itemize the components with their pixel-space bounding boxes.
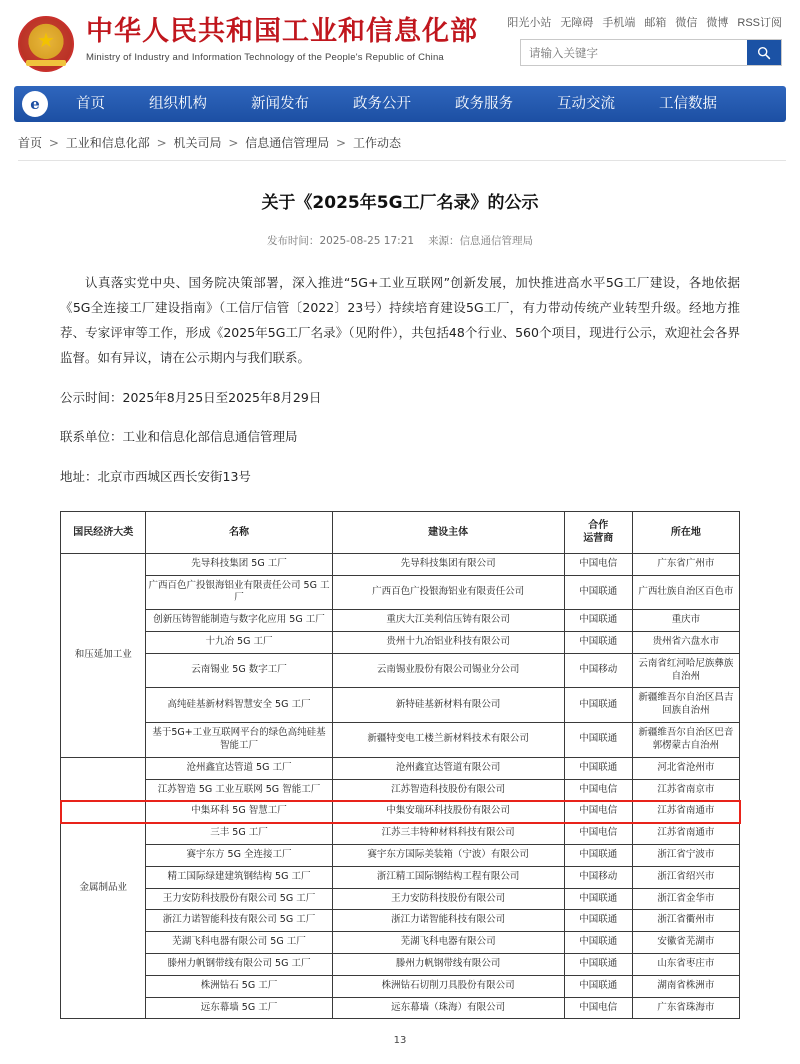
nav-item-organization[interactable]: 组织机构 bbox=[149, 96, 207, 112]
table-cell-operator: 中国联通 bbox=[564, 610, 632, 632]
site-title-en: Ministry of Industry and Information Technology of the People's Republic of China bbox=[86, 52, 444, 64]
quick-link-5[interactable]: 微博 bbox=[706, 17, 729, 29]
nav-item-home[interactable]: 首页 bbox=[76, 96, 105, 112]
document-paragraph: 认真落实党中央、国务院决策部署，深入推进“5G+工业互联网”创新发展，加快推进高水平5G工厂建设，各地依据《5G全连接工厂建设指南》（工信厅信管〔2022〕23号）持续培育建设5G工厂，有力带动传统产业转型升级。经地方推荐、专家评审等工作，形成《2025年5G工厂名录》（见附件），共包括48个行业、560个项目，现进行公示，欢迎社会各界监督。如有异议，请在公示期内与我们联系。 bbox=[60, 274, 740, 365]
table-cell-location: 贵州省六盘水市 bbox=[632, 632, 739, 654]
table-cell-name: 高纯硅基新材料智慧安全 5G 工厂 bbox=[146, 688, 332, 723]
table-row bbox=[61, 975, 740, 997]
publish-time: 2025-08-25 17:21 bbox=[319, 234, 415, 247]
table-cell-name: 株洲钻石 5G 工厂 bbox=[146, 975, 332, 997]
page-number: 13 bbox=[393, 1035, 407, 1047]
breadcrumb bbox=[18, 134, 786, 161]
table-cell-operator: 中国联通 bbox=[564, 844, 632, 866]
table-cell-entity: 浙江力诺智能科技有限公司 bbox=[332, 910, 564, 932]
document-line-period: 公示时间：2025年8月25日至2025年8月29日 bbox=[60, 389, 322, 405]
table-row bbox=[61, 723, 740, 758]
table-cell-entity: 江苏三丰特种材料科技有限公司 bbox=[332, 823, 564, 845]
national-emblem-icon: ★ bbox=[18, 16, 74, 72]
search-icon bbox=[757, 46, 771, 60]
table-cell-operator: 中国联通 bbox=[564, 632, 632, 654]
quick-links bbox=[507, 17, 782, 29]
table-cell-operator: 中国电信 bbox=[564, 997, 632, 1019]
table-row bbox=[61, 997, 740, 1019]
table-cell-location: 安徽省芜湖市 bbox=[632, 932, 739, 954]
table-cell-name: 江苏智造 5G 工业互联网 5G 智能工厂 bbox=[146, 779, 332, 801]
table-cell-location: 云南省红河哈尼族彝族自治州 bbox=[632, 653, 739, 688]
table-cell-name: 芜湖飞科电器有限公司 5G 工厂 bbox=[146, 932, 332, 954]
nav-item-affairs-open[interactable]: 政务公开 bbox=[353, 96, 411, 112]
table-cell-entity: 王力安防科技股份有限公司 bbox=[332, 888, 564, 910]
factory-table-body bbox=[61, 553, 740, 1019]
table-cell-operator: 中国联通 bbox=[564, 888, 632, 910]
factory-table-wrap bbox=[60, 511, 740, 1020]
table-cell-location: 广西壮族自治区百色市 bbox=[632, 575, 739, 610]
table-cell-entity: 广西百色广投银海铝业有限责任公司 bbox=[332, 575, 564, 610]
table-cell-entity: 重庆大江美利信压铸有限公司 bbox=[332, 610, 564, 632]
table-cell-name: 远东幕墙 5G 工厂 bbox=[146, 997, 332, 1019]
quick-link-4[interactable]: 微信 bbox=[675, 17, 698, 29]
source-value: 信息通信管理局 bbox=[459, 234, 534, 247]
breadcrumb-item-4[interactable]: 工作动态 bbox=[352, 136, 401, 150]
table-cell-name: 沧州鑫宜达管道 5G 工厂 bbox=[146, 757, 332, 779]
table-row bbox=[61, 688, 740, 723]
table-cell-name: 中集环科 5G 智慧工厂 bbox=[146, 801, 332, 823]
table-cell-entity: 赛宇东方国际美装箱（宁波）有限公司 bbox=[332, 844, 564, 866]
page-title: 关于《2025年5G工厂名录》的公示 bbox=[261, 193, 539, 213]
table-cell-operator: 中国联通 bbox=[564, 688, 632, 723]
table-cell-operator: 中国联通 bbox=[564, 757, 632, 779]
col-header-operator-line2: 运营商 bbox=[583, 533, 614, 545]
article bbox=[0, 191, 800, 1046]
table-cell-name: 先导科技集团 5G 工厂 bbox=[146, 553, 332, 575]
table-cell-entity: 沧州鑫宜达管道有限公司 bbox=[332, 757, 564, 779]
table-cell-location: 江苏省南京市 bbox=[632, 779, 739, 801]
table-row bbox=[61, 910, 740, 932]
table-cell-name: 云南锡业 5G 数字工厂 bbox=[146, 653, 332, 688]
table-cell-name: 赛宇东方 5G 全连接工厂 bbox=[146, 844, 332, 866]
table-cell-entity: 远东幕墙（珠海）有限公司 bbox=[332, 997, 564, 1019]
table-cell-name: 精工国际绿建建筑钢结构 5G 工厂 bbox=[146, 866, 332, 888]
table-cell-entity: 新特硅基新材料有限公司 bbox=[332, 688, 564, 723]
col-header-location: 所在地 bbox=[632, 511, 739, 553]
table-cell-entity: 滕州力帆钢带线有限公司 bbox=[332, 954, 564, 976]
quick-link-2[interactable]: 手机端 bbox=[602, 17, 636, 29]
quick-link-6[interactable]: RSS订阅 bbox=[737, 17, 782, 29]
table-cell-entity: 新疆特变电工楼兰新材料技术有限公司 bbox=[332, 723, 564, 758]
publish-label: 发布时间： bbox=[266, 234, 320, 247]
breadcrumb-separator: > bbox=[228, 136, 239, 150]
table-cell-operator: 中国电信 bbox=[564, 553, 632, 575]
table-cell-operator: 中国电信 bbox=[564, 801, 632, 823]
table-cell-location: 广东省珠海市 bbox=[632, 997, 739, 1019]
site-title-cn: 中华人民共和国工业和信息化部 bbox=[86, 16, 478, 47]
table-cell-operator: 中国电信 bbox=[564, 823, 632, 845]
table-cell-operator: 中国联通 bbox=[564, 723, 632, 758]
header-right bbox=[507, 14, 782, 66]
table-cell-name: 创新压铸智能制造与数字化应用 5G 工厂 bbox=[146, 610, 332, 632]
table-cell-operator: 中国联通 bbox=[564, 575, 632, 610]
table-cell-entity: 株洲钻石切削刀具股份有限公司 bbox=[332, 975, 564, 997]
table-cell-location: 浙江省衢州市 bbox=[632, 910, 739, 932]
table-cell-location: 重庆市 bbox=[632, 610, 739, 632]
nav-item-interaction[interactable]: 互动交流 bbox=[557, 96, 615, 112]
document-line-contact: 联系单位：工业和信息化部信息通信管理局 bbox=[60, 429, 298, 445]
table-cell-name: 基于5G+工业互联网平台的绿色高纯硅基智能工厂 bbox=[146, 723, 332, 758]
col-header-operator bbox=[564, 511, 632, 553]
table-row bbox=[61, 610, 740, 632]
site-title-block bbox=[86, 14, 478, 63]
table-cell-location: 江苏省南通市 bbox=[632, 801, 739, 823]
table-cell-operator: 中国联通 bbox=[564, 975, 632, 997]
table-row bbox=[61, 823, 740, 845]
factory-table bbox=[60, 511, 740, 1020]
table-row bbox=[61, 653, 740, 688]
table-cell-entity: 先导科技集团有限公司 bbox=[332, 553, 564, 575]
table-cell-operator: 中国联通 bbox=[564, 932, 632, 954]
search-bar bbox=[520, 39, 782, 66]
table-cell-operator: 中国联通 bbox=[564, 954, 632, 976]
quick-link-1[interactable]: 无障碍 bbox=[560, 17, 594, 29]
table-cell-operator: 中国电信 bbox=[564, 779, 632, 801]
search-input[interactable] bbox=[521, 40, 747, 65]
col-header-name: 名称 bbox=[146, 511, 332, 553]
breadcrumb-item-0[interactable]: 首页 bbox=[18, 136, 43, 150]
table-cell-entity: 贵州十九冶铝业科技有限公司 bbox=[332, 632, 564, 654]
table-cell-name: 王力安防科技股份有限公司 5G 工厂 bbox=[146, 888, 332, 910]
table-cell-operator: 中国移动 bbox=[564, 653, 632, 688]
table-row bbox=[61, 801, 740, 823]
col-header-operator-line1: 合作 bbox=[588, 519, 609, 531]
table-cell-name: 十九冶 5G 工厂 bbox=[146, 632, 332, 654]
document-meta bbox=[60, 233, 740, 248]
nav-logo-icon: e bbox=[22, 91, 48, 117]
table-cell-location: 河北省沧州市 bbox=[632, 757, 739, 779]
table-cell-location: 浙江省金华市 bbox=[632, 888, 739, 910]
table-row bbox=[61, 575, 740, 610]
table-cell-location: 新疆维吾尔自治区巴音郭楞蒙古自治州 bbox=[632, 723, 739, 758]
col-header-category: 国民经济大类 bbox=[61, 511, 146, 553]
table-row bbox=[61, 553, 740, 575]
table-row bbox=[61, 632, 740, 654]
table-cell-location: 浙江省绍兴市 bbox=[632, 866, 739, 888]
quick-link-0[interactable]: 阳光小站 bbox=[507, 17, 552, 29]
table-cell-operator: 中国移动 bbox=[564, 866, 632, 888]
table-cell-location: 江苏省南通市 bbox=[632, 823, 739, 845]
table-cell-location: 广东省广州市 bbox=[632, 553, 739, 575]
breadcrumb-separator: > bbox=[48, 136, 59, 150]
breadcrumb-separator: > bbox=[156, 136, 167, 150]
main-nav bbox=[14, 86, 786, 122]
table-cell-name: 滕州力帆钢带线有限公司 5G 工厂 bbox=[146, 954, 332, 976]
breadcrumb-separator: > bbox=[336, 136, 347, 150]
table-row bbox=[61, 932, 740, 954]
breadcrumb-item-2[interactable]: 机关司局 bbox=[173, 136, 222, 150]
table-row bbox=[61, 954, 740, 976]
table-row bbox=[61, 779, 740, 801]
table-cell-entity: 中集安瑞环科技股份有限公司 bbox=[332, 801, 564, 823]
nav-item-news[interactable]: 新闻发布 bbox=[251, 96, 309, 112]
table-row bbox=[61, 757, 740, 779]
breadcrumb-item-3[interactable]: 信息通信管理局 bbox=[245, 136, 330, 150]
table-cell-name: 三丰 5G 工厂 bbox=[146, 823, 332, 845]
table-cell-name: 浙江力诺智能科技有限公司 5G 工厂 bbox=[146, 910, 332, 932]
table-row bbox=[61, 888, 740, 910]
table-cell-location: 浙江省宁波市 bbox=[632, 844, 739, 866]
table-cell-name: 广西百色广投银海铝业有限责任公司 5G 工厂 bbox=[146, 575, 332, 610]
quick-link-3[interactable]: 邮箱 bbox=[644, 17, 667, 29]
nav-item-services[interactable]: 政务服务 bbox=[455, 96, 513, 112]
table-cell-category: 和压延加工业 bbox=[61, 553, 146, 757]
search-button[interactable] bbox=[747, 40, 781, 65]
table-header-row bbox=[61, 511, 740, 553]
table-cell-entity: 江苏智造科技股份有限公司 bbox=[332, 779, 564, 801]
table-row bbox=[61, 866, 740, 888]
table-cell-operator: 中国联通 bbox=[564, 910, 632, 932]
table-cell-entity: 芜湖飞科电器有限公司 bbox=[332, 932, 564, 954]
col-header-entity: 建设主体 bbox=[332, 511, 564, 553]
table-cell-entity: 浙江精工国际钢结构工程有限公司 bbox=[332, 866, 564, 888]
site-header bbox=[0, 0, 800, 82]
table-cell-category: 金属制品业 bbox=[61, 757, 146, 1019]
table-cell-location: 新疆维吾尔自治区昌吉回族自治州 bbox=[632, 688, 739, 723]
table-cell-entity: 云南锡业股份有限公司锡业分公司 bbox=[332, 653, 564, 688]
source-label: 来源： bbox=[428, 234, 460, 247]
breadcrumb-item-1[interactable]: 工业和信息化部 bbox=[65, 136, 150, 150]
document-line-address: 地址：北京市西城区西长安街13号 bbox=[60, 469, 251, 484]
table-cell-location: 湖南省株洲市 bbox=[632, 975, 739, 997]
nav-item-data[interactable]: 工信数据 bbox=[659, 96, 717, 112]
table-cell-location: 山东省枣庄市 bbox=[632, 954, 739, 976]
table-row bbox=[61, 844, 740, 866]
